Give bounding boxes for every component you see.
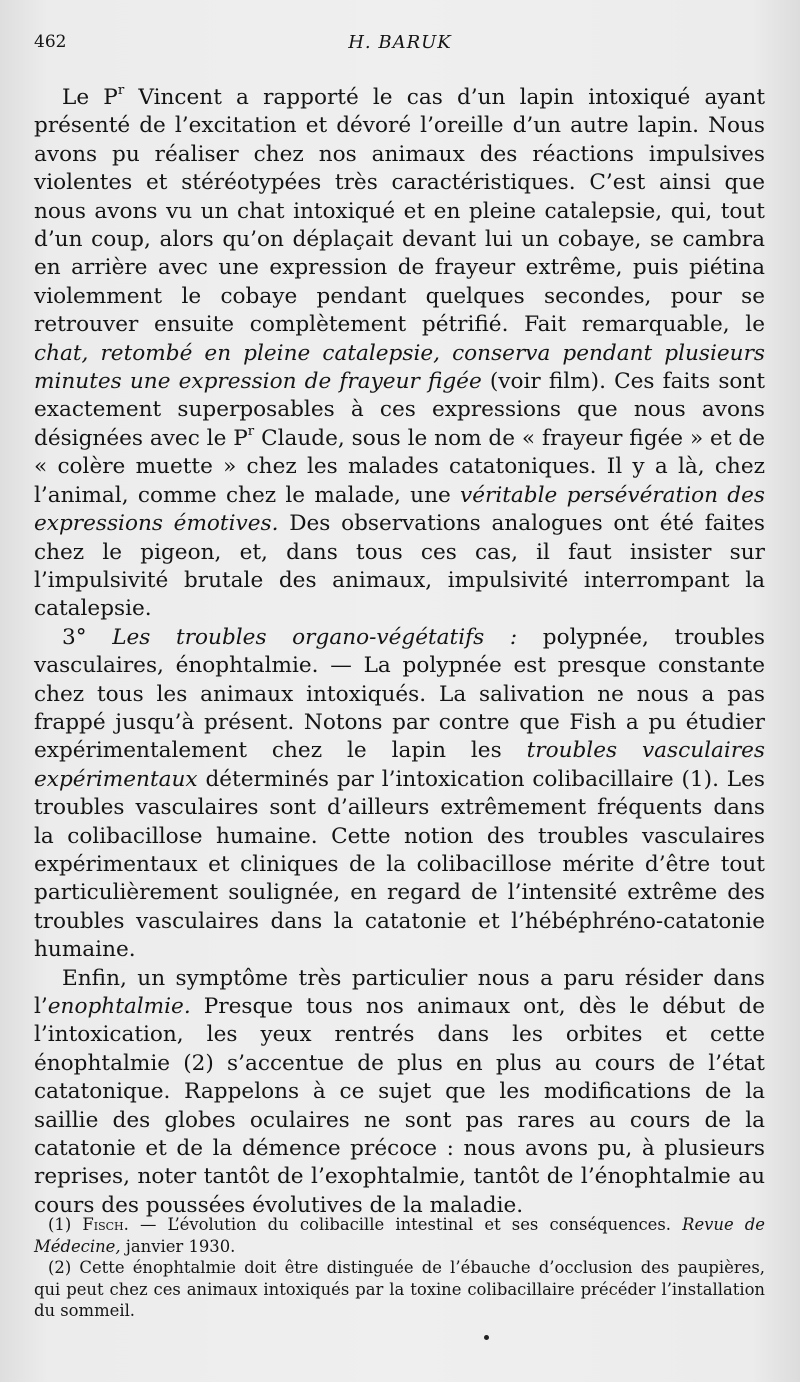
footnotes (34, 1214, 765, 1322)
superscript: r (247, 424, 255, 440)
running-head: H. BARUK (348, 32, 452, 53)
footnote-author: Fisch. (82, 1215, 129, 1234)
section-heading: Les troubles organo-végétatifs : (112, 624, 518, 650)
paragraph-3 (34, 965, 765, 1221)
footnote-2 (34, 1257, 765, 1322)
page-number: 462 (34, 32, 67, 52)
paragraph-1 (34, 84, 765, 624)
text-run: Presque tous nos animaux ont, dès le début de l’intoxication, les yeux rentrés dans les orbites et cette énophtalmie (2) s’accentue de plus en plus au cours de l’état catatonique. Rappelons à ce sujet que les modifications de la saillie des globes oculaires ne sont pas rares au cours de la catatonie et de la démence précoce : nous avons pu, à plusieurs reprises, noter tantôt de l’exophtalmie, tantôt de l’énophtalmie au cours des poussées évolutives de la maladie. (34, 994, 765, 1218)
italic-text: chat, retombé en pleine catalepsie, conserva pendant plusieurs minutes une expression de frayeur figée (34, 340, 765, 395)
footnote-journal: Revue de Médecine, (34, 1215, 765, 1256)
body-text (34, 84, 765, 1220)
text-run: Enfin, un symptôme très particulier nous a paru résider dans l’ (34, 965, 765, 1019)
text-run: Claude, sous le nom de « frayeur figée » et de « colère muette » chez les malades catatoniques. Il y a là, chez l’animal, comme chez le malade, une (34, 425, 765, 508)
text-run: déterminés par l’intoxication colibacillaire (1). Les troubles vasculaires sont d’ailleurs extrêmement fréquents dans la colibacillose humaine. Cette notion des troubles vasculaires expérimentaux et cliniques de la colibacillose mérite d’être tout particulièrement soulignée, en regard de l’intensité extrême des troubles vasculaires dans la catatonie et l’hébéphréno-catatonie humaine. (34, 766, 765, 963)
paragraph-2 (34, 624, 765, 965)
italic-text: troubles vasculaires expérimentaux (34, 738, 766, 792)
ink-speck (484, 1335, 489, 1340)
section-number: 3° (62, 624, 113, 650)
footnote-1 (34, 1214, 765, 1257)
superscript: r (117, 83, 125, 99)
text-run: Vincent a rapporté le cas d’un lapin intoxiqué ayant présenté de l’excitation et dévoré l’oreille d’un autre lapin. Nous avons pu réaliser chez nos animaux des réactions impulsives violentes et stéréotypées très caractéristiques. C’est ainsi que nous avons vu un chat intoxiqué et en pleine catalepsie, qui, tout d’un coup, alors qu’on déplaçait devant lui un cobaye, se cambra en arrière avec une expression de frayeur extrême, puis piétina violemment le cobaye pendant quelques secondes, pour se retrouver ensuite complètement pétrifié. Fait remarquable, le (34, 85, 766, 338)
text-run: polypnée, troubles vasculaires, énophtalmie. — La polypnée est presque constante chez tous les animaux intoxiqués. La salivation ne nous a pas frappé jusqu’à présent. Notons par contre que Fish a pu étudier expérimentalement chez le lapin les (34, 624, 765, 764)
italic-text: enophtalmie. (47, 994, 191, 1019)
footnote-text: (2) Cette énophtalmie doit être distinguée de l’ébauche d’occlusion des paupières, qui peut chez ces animaux intoxiqués par la toxine colibacillaire précéder l’installation du sommeil. (34, 1258, 765, 1321)
footnote-text: — L’évolution du colibacille intestinal et ses conséquences. (128, 1215, 683, 1234)
footnote-marker: (1) (48, 1215, 83, 1234)
italic-text: véritable persévération des expressions émotives. (34, 482, 765, 537)
text-run: Des observations analogues ont été faites chez le pigeon, et, dans tous ces cas, il faut insister sur l’impulsivité brutale des animaux, impulsivité interrompant la catalepsie. (34, 511, 765, 622)
page-header (34, 32, 766, 62)
text-run: Le P (62, 85, 118, 110)
footnote-date: janvier 1930. (120, 1236, 236, 1256)
text-run: (voir film). Ces faits sont exactement superposables à ces expressions que nous avons désignées avec le P (34, 369, 765, 451)
